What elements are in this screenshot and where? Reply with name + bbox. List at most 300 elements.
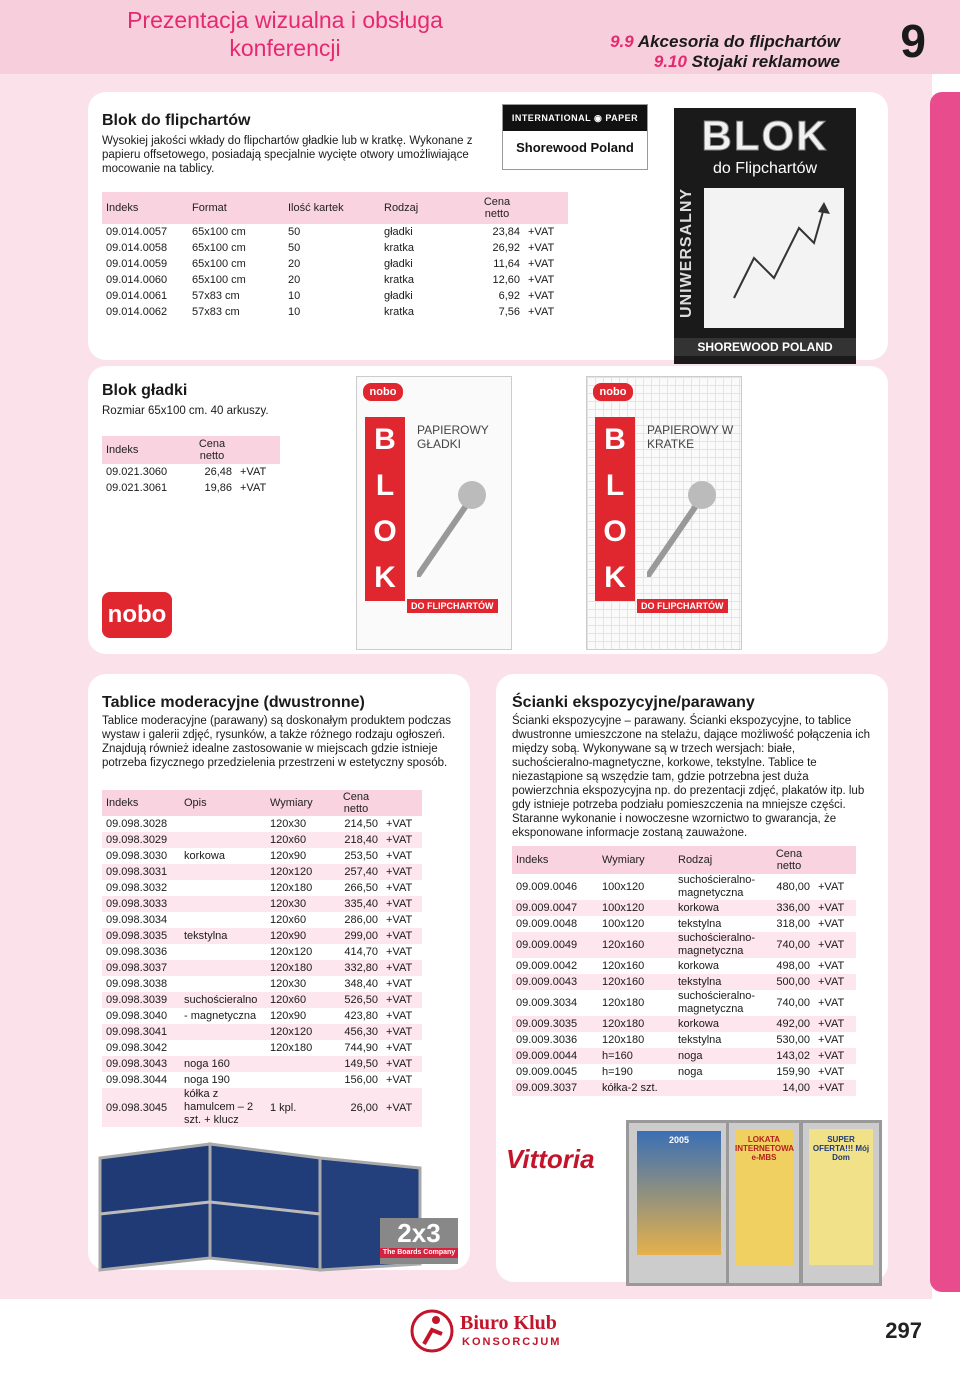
pad-letter: O (373, 515, 397, 548)
section-description: Wysokiej jakości wkłady do flipchartów gładkie lub w kratkę. Wykonane z papieru offsetowego, posiadają specjalnie wycięte otwory umożliwiające mocowanie na tablicy. (102, 135, 473, 175)
table-cell: +VAT (386, 1074, 413, 1086)
table-cell: +VAT (382, 832, 422, 848)
table-cell: 214,50 (344, 818, 378, 830)
table-cell: 09.009.3037 (512, 1080, 598, 1096)
table-cell: +VAT (818, 1034, 845, 1046)
table-cell: +VAT (386, 1042, 413, 1054)
col-header: Wymiary (598, 846, 674, 874)
table-cell: +VAT (386, 1010, 413, 1022)
table-cell: 120x180 (270, 882, 313, 894)
section-heading: Ścianki ekspozycyjne/parawany (512, 694, 755, 711)
table-cell: 20 (288, 258, 301, 270)
table-cell: 120x120 (266, 864, 330, 880)
table-cell: 120x120 (270, 946, 313, 958)
exhibition-wall-image (726, 1120, 802, 1286)
table-cell (674, 1080, 764, 1096)
table-cell: +VAT (386, 882, 413, 894)
table-cell (180, 864, 266, 880)
table-cell: 100x120 (602, 918, 645, 930)
table-cell (266, 1056, 330, 1072)
col-header-blank (382, 790, 422, 816)
table-cell: 09.098.3037 (102, 960, 180, 976)
exhibition-wall-image (800, 1120, 882, 1286)
table-cell: tekstylna (678, 917, 722, 930)
table-cell: +VAT (382, 1056, 422, 1072)
table-row (512, 932, 856, 958)
moderation-boards-image (90, 1138, 470, 1278)
table-cell (180, 896, 266, 912)
table-cell: 318,00 (776, 918, 810, 930)
moderation-table-wrap (102, 790, 422, 1127)
table-cell: 50 (288, 242, 301, 254)
table-cell: 120x90 (270, 850, 307, 862)
table-body (102, 224, 568, 320)
table-cell: +VAT (386, 818, 413, 830)
pad-title: PAPIEROWY GŁADKI (417, 423, 489, 451)
table-cell: 100x120 (598, 900, 674, 916)
flipchart-pad-cover (674, 108, 856, 364)
table-cell: gładki (384, 226, 413, 238)
table-cell: 09.009.0049 (512, 932, 598, 958)
table-cell: 120x180 (602, 997, 645, 1009)
chart-arrow-icon (704, 188, 844, 328)
table-row (102, 1040, 422, 1056)
table-cell: +VAT (528, 290, 555, 302)
table-row (102, 928, 422, 944)
table-cell: 120x90 (266, 928, 330, 944)
table-row (102, 832, 422, 848)
plain-pad-product (356, 376, 512, 650)
table-cell: 120x30 (270, 978, 307, 990)
table-row (102, 240, 568, 256)
table-row (512, 874, 856, 900)
exhibition-walls-table (512, 846, 856, 1096)
table-cell: 253,50 (344, 850, 378, 862)
table-row (512, 916, 856, 932)
table-cell: +VAT (240, 466, 267, 478)
table-cell: 120x90 (270, 1010, 307, 1022)
table-cell: noga 160 (180, 1056, 266, 1072)
pad-letter: L (375, 469, 395, 502)
ball-icon (417, 467, 487, 577)
table-cell: 09.009.0042 (516, 960, 578, 972)
section-description: Rozmiar 65x100 cm. 40 arkuszy. (102, 405, 269, 417)
table-cell: +VAT (814, 1080, 856, 1096)
table-cell: 09.098.3029 (102, 832, 180, 848)
col-header: Indeks (102, 790, 180, 816)
exhibition-wall-image (626, 1120, 732, 1286)
table-cell: suchościeralno (180, 992, 266, 1008)
pad-ball-illustration (647, 467, 717, 577)
table-cell: kratka (384, 242, 414, 254)
table-cell: 09.021.3060 (106, 466, 168, 478)
table-cell: 120x180 (270, 1042, 313, 1054)
table-cell: +VAT (386, 978, 413, 990)
table-cell: 26,48 (204, 466, 232, 478)
table-cell: 149,50 (330, 1056, 382, 1072)
table-cell: +VAT (818, 918, 845, 930)
brand-subtitle: The Boards Company (380, 1248, 458, 1258)
table-row (102, 1056, 422, 1072)
pad-footer: DO FLIPCHARTÓW (637, 599, 728, 613)
table-row (102, 896, 422, 912)
table-cell: 12,60 (492, 274, 520, 286)
table-cell: korkowa (678, 959, 719, 972)
table-cell: +VAT (528, 258, 555, 270)
wall-poster: LOKATA INTERNETOWA e-MBS (735, 1129, 793, 1265)
cover-title: BLOK (701, 112, 829, 159)
cover-side-text: UNIWERSALNY (678, 187, 695, 318)
table-cell: 09.021.3061 (106, 482, 168, 494)
pad-letters (595, 417, 635, 601)
section-label: Stojaki reklamowe (691, 52, 840, 71)
section-heading: Tablice moderacyjne (dwustronne) (102, 694, 365, 711)
table-cell: 348,40 (344, 978, 378, 990)
table-cell (180, 880, 266, 896)
logo-text: INTERNATIONAL (511, 113, 591, 123)
table-body (102, 816, 422, 1127)
table-cell: 286,00 (344, 914, 378, 926)
pad-letter: O (603, 515, 627, 548)
table-cell: noga (674, 1048, 764, 1064)
table-row (102, 992, 422, 1008)
table-cell: 423,80 (344, 1010, 378, 1022)
table-cell: 65x100 cm (192, 274, 246, 286)
table-cell: +VAT (814, 900, 856, 916)
pad-footer: DO FLIPCHARTÓW (407, 599, 498, 613)
table-cell: 09.014.0062 (106, 306, 168, 318)
col-header-blank (524, 192, 568, 224)
table-cell (180, 912, 266, 928)
table-cell: +VAT (240, 482, 267, 494)
table-row (512, 900, 856, 916)
vittoria-logo: Vittoria (506, 1144, 595, 1174)
table-cell: 11,64 (493, 258, 520, 270)
table-cell: +VAT (818, 997, 845, 1009)
table-cell: 09.009.0048 (516, 918, 578, 930)
table-cell: 65x100 cm (192, 226, 246, 238)
table-cell: 744,90 (344, 1042, 378, 1054)
table-cell: noga 190 (184, 1073, 230, 1086)
table-cell: suchościeralno-magnetyczna (678, 990, 756, 1015)
table-cell: +VAT (818, 1066, 845, 1078)
table-row (512, 958, 856, 974)
pad-title: PAPIEROWY W KRATKE (647, 423, 734, 451)
col-header: Ilość kartek (284, 192, 380, 224)
table-row (512, 974, 856, 990)
col-header: Cena netto (470, 192, 524, 224)
table-cell: 09.098.3038 (106, 978, 168, 990)
pad-letter: K (604, 561, 626, 594)
table-cell: 19,86 (204, 482, 232, 494)
pad-letters (365, 417, 405, 601)
chapter-number: 9 (900, 15, 926, 67)
table-cell: 299,00 (330, 928, 382, 944)
flipchart-pad-table-wrap (102, 192, 568, 320)
table-cell: 09.009.0043 (512, 974, 598, 990)
col-header-blank (814, 846, 856, 874)
pad-letter: L (605, 469, 625, 502)
table-cell: 159,90 (776, 1066, 810, 1078)
table-cell: 526,50 (330, 992, 382, 1008)
flipchart-pad-table (102, 192, 568, 320)
table-cell: 335,40 (330, 896, 382, 912)
table-cell: kratka (384, 306, 414, 318)
table-cell: +VAT (528, 306, 555, 318)
cover-flipchart-illustration (704, 188, 844, 328)
table-row (102, 1088, 422, 1127)
table-row (102, 272, 568, 288)
table-cell: 09.014.0059 (106, 258, 168, 270)
table-cell: 09.098.3031 (102, 864, 180, 880)
table-cell: kółka z hamulcem – 2 szt. + klucz (180, 1088, 266, 1127)
table-cell: 09.098.3033 (102, 896, 180, 912)
table-cell: h=190 (602, 1066, 633, 1078)
table-cell: 09.014.0057 (106, 226, 168, 238)
table-row (102, 224, 568, 240)
nobo-logo: nobo (363, 383, 403, 401)
table-cell: 414,70 (344, 946, 378, 958)
runner-icon (410, 1308, 454, 1354)
table-cell: 10 (288, 306, 301, 318)
table-cell: 20 (288, 274, 301, 286)
table-cell: 09.098.3036 (106, 946, 168, 958)
section-description: Tablice moderacyjne (parawany) są doskonałym produktem podczas wystaw i galerii zdjęć, rysunków, a także różnego rodzaju ogłoszeń. Znajdują również idealne zastosowanie w miejscach gdzie istnieje potrzeba fizycznego przedzielenia przestrzeni w estetyczny sposób. (102, 715, 452, 769)
plain-pad-table-wrap (102, 436, 280, 496)
section-description: Ścianki ekspozycyjne – parawany. Ścianki ekspozycyjne, to tablice dwustronne umieszczone na stelażu, dające możliwość połączenia ich między sobą. Wykonywane są w trzech wersjach: białe, suchościeralno-magnetyczne, korkowe, tekstylne. Tablice te niezastąpione są wszędzie tam, gdzie potrzebna jest duża powierzchnia ekspozycyjna np. do prezentacji zdjęć, plakatów itp. lub gdy istnieje potrzeba podziału pomieszczenia na mniejsze części. Staranne wykonanie i nowoczesne wzornictwo to gwarancja, że eksponowane informacje zostaną zauważone. (512, 715, 870, 839)
col-header: Cena netto (764, 846, 814, 874)
table-cell: 65x100 cm (192, 258, 246, 270)
table-cell: tekstylna (674, 974, 764, 990)
table-cell: +VAT (814, 1016, 856, 1032)
table-cell (180, 832, 266, 848)
chapter-tab (930, 92, 960, 1292)
table-cell: +VAT (382, 960, 422, 976)
table-cell: 09.098.3042 (106, 1042, 168, 1054)
table-cell: 480,00 (776, 881, 810, 893)
col-header: Format (188, 192, 284, 224)
table-cell: 09.009.3035 (512, 1016, 598, 1032)
table-cell: 09.098.3030 (106, 850, 168, 862)
logo-subtitle: KONSORCJUM (462, 1336, 562, 1348)
table-cell: 09.009.3036 (516, 1034, 578, 1046)
table-cell: 120x160 (598, 974, 674, 990)
table-cell: 09.098.3034 (106, 914, 168, 926)
table-cell: 120x160 (602, 960, 645, 972)
section-labels (610, 32, 840, 72)
table-cell: 120x60 (270, 914, 307, 926)
table-cell: 50 (288, 226, 301, 238)
table-cell: +VAT (528, 242, 555, 254)
table-cell: korkowa (674, 1016, 764, 1032)
table-cell: kółka-2 szt. (598, 1080, 674, 1096)
table-cell: 09.014.0061 (106, 290, 168, 302)
table-cell: 6,92 (498, 290, 520, 302)
table-row (102, 912, 422, 928)
table-cell: 09.098.3045 (102, 1088, 180, 1127)
table-cell: +VAT (528, 274, 555, 286)
table-cell (180, 1040, 266, 1056)
table-cell: 120x60 (266, 832, 330, 848)
exhibition-table-wrap (512, 846, 856, 1096)
pad-letter: B (374, 423, 396, 456)
pad-letter: K (374, 561, 396, 594)
table-cell: 23,84 (492, 226, 520, 238)
table-body (512, 874, 856, 1096)
table-cell: tekstylna (678, 1033, 722, 1046)
table-cell: 26,00 (330, 1088, 382, 1127)
table-cell: 09.098.3028 (106, 818, 168, 830)
table-cell: suchościeralno-magnetyczna (678, 874, 756, 899)
table-cell: 530,00 (776, 1034, 810, 1046)
pad-ball-illustration (417, 467, 487, 577)
table-cell: gładki (384, 258, 413, 270)
table-cell: +VAT (382, 1088, 422, 1127)
col-header: Wymiary (266, 790, 330, 816)
moderation-boards-table (102, 790, 422, 1127)
table-cell: 26,92 (492, 242, 520, 254)
table-cell: 336,00 (764, 900, 814, 916)
table-cell: 09.009.0047 (512, 900, 598, 916)
section-heading: Blok do flipchartów (102, 112, 251, 129)
table-cell: 09.098.3044 (106, 1074, 168, 1086)
table-row (512, 1080, 856, 1096)
table-cell: 09.098.3039 (102, 992, 180, 1008)
table-cell: 143,02 (764, 1048, 814, 1064)
table-row (102, 288, 568, 304)
table-cell: 120x160 (598, 932, 674, 958)
table-row (102, 944, 422, 960)
table-cell: +VAT (386, 946, 413, 958)
logo-subtitle: Shorewood Poland (516, 140, 634, 155)
biuro-klub-logo (410, 1308, 580, 1356)
table-cell: +VAT (528, 226, 555, 238)
table-cell: h=160 (598, 1048, 674, 1064)
table-cell: - magnetyczna (184, 1009, 257, 1022)
table-cell: +VAT (382, 928, 422, 944)
table-cell: 09.014.0058 (106, 242, 168, 254)
brand-name: 2x3 (397, 1218, 441, 1248)
table-cell: +VAT (382, 896, 422, 912)
table-cell: korkowa (184, 849, 225, 862)
table-cell: 156,00 (344, 1074, 378, 1086)
table-row (102, 1008, 422, 1024)
table-row (102, 480, 280, 496)
pad-letter: B (604, 423, 626, 456)
table-row (512, 1016, 856, 1032)
table-cell: 120x30 (270, 818, 307, 830)
table-cell: 09.009.3034 (516, 997, 578, 1009)
col-header: Indeks (102, 436, 188, 464)
table-row (102, 816, 422, 832)
table-cell: 740,00 (764, 932, 814, 958)
table-cell: +VAT (382, 1024, 422, 1040)
nobo-logo: nobo (593, 383, 633, 401)
table-cell (180, 1024, 266, 1040)
table-cell: +VAT (814, 932, 856, 958)
col-header: Indeks (512, 846, 598, 874)
table-cell: 65x100 cm (192, 242, 246, 254)
ball-icon (647, 467, 717, 577)
table-row (512, 1064, 856, 1080)
table-cell: 09.009.0044 (512, 1048, 598, 1064)
table-cell: 120x180 (602, 1034, 645, 1046)
table-cell: +VAT (382, 864, 422, 880)
table-cell: tekstylna (180, 928, 266, 944)
col-header: Rodzaj (674, 846, 764, 874)
table-cell: 500,00 (764, 974, 814, 990)
section-number: 9.9 (610, 32, 634, 51)
table-cell: 218,40 (330, 832, 382, 848)
table-cell: 120x60 (266, 992, 330, 1008)
table-cell: 120x30 (266, 896, 330, 912)
table-cell: 09.009.0045 (516, 1066, 578, 1078)
table-cell: 120x180 (266, 960, 330, 976)
table-cell: +VAT (814, 974, 856, 990)
wall-poster: SUPER OFERTA!!! Mój Dom (809, 1129, 873, 1265)
page-title: Prezentacja wizualna i obsługa konferencji (127, 7, 443, 61)
table-row (102, 848, 422, 864)
table-cell: gładki (384, 290, 413, 302)
table-cell: +VAT (818, 881, 845, 893)
table-row (102, 960, 422, 976)
table-body (102, 464, 280, 496)
table-row (102, 256, 568, 272)
col-header-blank (236, 436, 280, 464)
table-cell: 10 (288, 290, 301, 302)
grid-pad-product (586, 376, 742, 650)
table-cell: +VAT (386, 914, 413, 926)
wall-poster: 2005 (637, 1131, 721, 1255)
table-cell: 332,80 (330, 960, 382, 976)
2x3-logo (380, 1218, 458, 1264)
table-cell: 257,40 (330, 864, 382, 880)
table-cell: 09.098.3040 (106, 1010, 168, 1022)
table-cell: 14,00 (764, 1080, 814, 1096)
section-label: Akcesoria do flipchartów (637, 32, 840, 51)
plain-pad-table (102, 436, 280, 496)
international-paper-logo: INTERNATIONAL ◉ PAPER Shorewood Poland (502, 104, 648, 170)
table-cell: 09.098.3041 (102, 1024, 180, 1040)
table-row (102, 1072, 422, 1088)
table-cell: +VAT (814, 1048, 856, 1064)
cover-brand: SHOREWOOD POLAND (674, 338, 856, 356)
table-cell (180, 944, 266, 960)
col-header: Cena netto (330, 790, 382, 816)
table-cell: korkowa (674, 900, 764, 916)
table-cell: noga (678, 1065, 703, 1078)
table-cell (266, 1072, 330, 1088)
section-heading: Blok gładki (102, 382, 188, 399)
cover-subtitle: do Flipchartów (712, 160, 818, 177)
table-row (512, 1032, 856, 1048)
table-row (102, 880, 422, 896)
table-row (102, 464, 280, 480)
table-cell: 100x120 (602, 881, 645, 893)
table-cell: 1 kpl. (266, 1088, 330, 1127)
table-cell: 7,56 (498, 306, 520, 318)
table-cell (180, 960, 266, 976)
col-header: Rodzaj (380, 192, 470, 224)
table-row (512, 990, 856, 1016)
table-row (102, 1024, 422, 1040)
table-cell: +VAT (386, 850, 413, 862)
table-cell: 456,30 (330, 1024, 382, 1040)
table-cell: 266,50 (344, 882, 378, 894)
table-cell (180, 976, 266, 992)
table-cell: 09.098.3043 (102, 1056, 180, 1072)
section-number: 9.10 (653, 52, 687, 71)
